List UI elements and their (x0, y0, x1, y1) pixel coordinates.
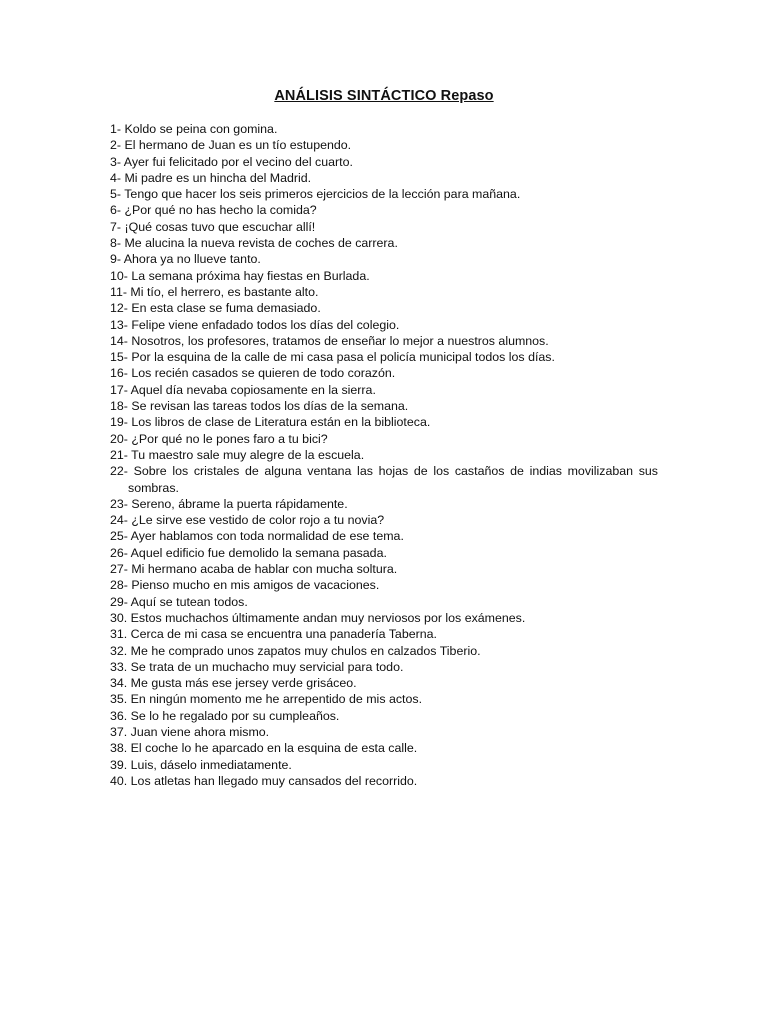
list-item: 29- Aquí se tutean todos. (110, 594, 248, 609)
list-item: 2- El hermano de Juan es un tío estupendo. (110, 138, 352, 153)
list-item: 40. Los atletas han llegado muy cansados del recorrido. (110, 773, 418, 788)
page-title: ANÁLISIS SINTÁCTICO Repaso (274, 88, 494, 104)
list-item: 11- Mi tío, el herrero, es bastante alto. (110, 284, 319, 299)
list-item: 23- Sereno, ábrame la puerta rápidamente. (110, 496, 348, 511)
list-item: 16- Los recién casados se quieren de todo corazón. (110, 366, 396, 381)
list-item: 3- Ayer fui felicitado por el vecino del cuarto. (110, 154, 353, 169)
list-item: 9- Ahora ya no llueve tanto. (110, 252, 261, 267)
list-item: 7- ¡Qué cosas tuvo que escuchar allí! (110, 219, 316, 234)
list-item: 24- ¿Le sirve ese vestido de color rojo a tu novia? (110, 513, 385, 528)
list-item: 39. Luis, dáselo inmediatamente. (110, 757, 292, 772)
list-item: 6- ¿Por qué no has hecho la comida? (110, 203, 317, 218)
list-item: 1- Koldo se peina con gomina. (110, 122, 278, 136)
list-item: 35. En ningún momento me he arrepentido de mis actos. (110, 692, 423, 707)
list-item: 13- Felipe viene enfadado todos los días del colegio. (110, 317, 400, 332)
list-item: 10- La semana próxima hay fiestas en Burlada. (110, 268, 370, 283)
list-item: 37. Juan viene ahora mismo. (110, 724, 270, 739)
list-item: 25- Ayer hablamos con toda normalidad de ese tema. (110, 529, 404, 544)
list-item: 38. El coche lo he aparcado en la esquina de esta calle. (110, 741, 418, 756)
list-item: 36. Se lo he regalado por su cumpleaños. (110, 708, 340, 723)
sentence-list (110, 121, 658, 789)
list-item: 21- Tu maestro sale muy alegre de la escuela. (110, 447, 365, 462)
list-item: 27- Mi hermano acaba de hablar con mucha soltura. (110, 562, 398, 577)
list-item: 32. Me he comprado unos zapatos muy chulos en calzados Tiberio. (110, 643, 481, 658)
list-item: 14- Nosotros, los profesores, tratamos de enseñar lo mejor a nuestros alumnos. (110, 333, 549, 348)
list-item: 30. Estos muchachos últimamente andan muy nerviosos por los exámenes. (110, 610, 526, 625)
list-item: 19- Los libros de clase de Literatura están en la biblioteca. (110, 415, 431, 430)
list-item: 5- Tengo que hacer los seis primeros ejercicios de la lección para mañana. (110, 187, 521, 202)
list-item: 33. Se trata de un muchacho muy servicial para todo. (110, 659, 404, 674)
list-item: 22- Sobre los cristales de alguna ventana las hojas de los castaños de indias movilizaban sus sombras. (110, 464, 658, 495)
list-item: 26- Aquel edificio fue demolido la semana pasada. (110, 545, 387, 560)
list-item: 34. Me gusta más ese jersey verde grisáceo. (110, 676, 357, 691)
list-item: 18- Se revisan las tareas todos los días de la semana. (110, 399, 409, 414)
list-item: 20- ¿Por qué no le pones faro a tu bici? (110, 431, 328, 446)
list-item: 4- Mi padre es un hincha del Madrid. (110, 170, 312, 185)
list-item: 31. Cerca de mi casa se encuentra una panadería Taberna. (110, 627, 437, 642)
list-item: 12- En esta clase se fuma demasiado. (110, 301, 321, 316)
list-item: 28- Pienso mucho en mis amigos de vacaciones. (110, 578, 380, 593)
list-item: 15- Por la esquina de la calle de mi casa pasa el policía municipal todos los días. (110, 350, 555, 365)
list-item: 8- Me alucina la nueva revista de coches de carrera. (110, 236, 398, 251)
list-item: 17- Aquel día nevaba copiosamente en la sierra. (110, 382, 376, 397)
